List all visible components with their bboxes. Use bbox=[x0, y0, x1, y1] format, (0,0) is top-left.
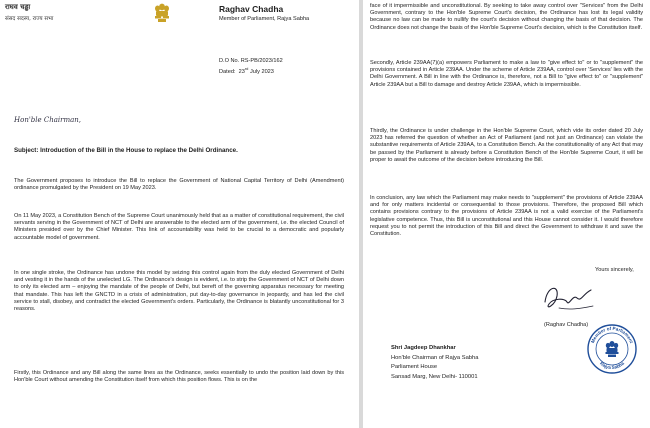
subject-line: Subject: Introduction of the Bill in the House to replace the Delhi Ordinance. bbox=[14, 147, 238, 154]
addressee-name: Shri Jagdeep Dhankhar bbox=[391, 345, 456, 351]
hindi-name: राघव चड्ढा bbox=[5, 3, 31, 11]
signature-icon bbox=[539, 280, 597, 316]
hindi-title: संसद सदस्य, राज्य सभा bbox=[5, 16, 54, 22]
svg-text:Member of Parliament: Member of Parliament bbox=[590, 325, 634, 344]
paragraph-intro: The Government proposes to introduce the Bill to replace the Government of National Capital Territory of Delhi (Amendment) ordinance promulgated by the President on 19 May 2023. bbox=[14, 178, 344, 192]
official-seal-icon bbox=[586, 323, 638, 375]
sender-title: Member of Parliament, Rajya Sabha bbox=[219, 16, 310, 22]
national-emblem-icon bbox=[152, 2, 172, 26]
signatory-name: (Raghav Chadha) bbox=[544, 322, 589, 328]
handwritten-salutation: Hon'ble Chairman, bbox=[14, 116, 82, 124]
paragraph-secondly: Secondly, Article 239AA(7)(a) empowers Parliament to make a law to "give effect to" or to "supplement" the provisions contained in Article 239AA. Under the scheme of Article 239AA, control over 'Services' lies with the Delhi Government. A Bill in line with the Ordinance is, therefore, not a Bill to "give effect to" or "supplement" Article 239AA but a Bill to damage and destroy Article 239AA, which is impermissible. bbox=[370, 60, 643, 88]
addressee-line1: Hon'ble Chairman of Rajya Sabha bbox=[391, 354, 479, 361]
letter-date: Dated: 23rd July 2023 bbox=[219, 66, 274, 75]
paragraph-ordinance-effect: In one single stroke, the Ordinance has undone this model by seizing this control again from the duly elected Government of Delhi and vesting it in the hands of the unelected LG. The Ordinance's design is evident, i.e. to strip the Government of NCT of Delhi down to only its elected arm – enjoying the mandate of the people of Delhi, but bereft of the governing apparatus necessary for meeting that mandate. This has left the GNCTD in a crisis of administration, put day-to-day governance in jeopardy, and has led the civil service to stall, disobey, and contradict the elected Government's orders. Particularly, the Ordinance is blatantly unconstitutional for 3 reasons. bbox=[14, 270, 344, 313]
paragraph-thirdly: Thirdly, the Ordinance is under challenge in the Hon'ble Supreme Court, which vide its order dated 20 July 2023 has referred the question of whether an Act of Parliament (and not just an Ordinance) can violate the substantive requirements of Article 239AA, to a Constitution Bench. As the constitutionality of any Act that may be passed by the Parliament is already before a Constitution Bench of the Hon'ble Supreme Court, it will be proper to await the outcome of the decision before introducing the Bill. bbox=[370, 128, 643, 163]
addressee-line3: Sansad Marg, New Delhi- 110001 bbox=[391, 373, 478, 380]
paragraph-firstly-cont: face of it impermissible and unconstitutional. By seeking to take away control over "Services" from the Delhi Government, contrary to the Hon'ble Supreme Court's decision, the Ordinance has lost its legal validity because no law can be made to nullify the court's decision without changing the basis of that decision. The Ordinance does not change the basis of the Hon'ble Supreme Court's decision, which is the Constitution itself. bbox=[370, 3, 643, 31]
paragraph-firstly: Firstly, this Ordinance and any Bill along the same lines as the Ordinance, seeks essentially to undo the position laid down by this Hon'ble Court without amending the Constitution itself from which this position flows. This is on the bbox=[14, 370, 344, 384]
letter-page-2 bbox=[363, 0, 650, 428]
paragraph-background: On 11 May 2023, a Constitution Bench of the Supreme Court unanimously held that as a matter of constitutional requirement, the civil servants serving in the Government of NCT of Delhi are answerable to the elected arm of the government, i.e. the elected Council of Ministers presided over by the Chief Minister. This link of accountability was held to be crucial to a democratic and popularly accountable model of government. bbox=[14, 213, 344, 241]
addressee-line2: Parliament House bbox=[391, 364, 438, 370]
addressee-block bbox=[391, 344, 478, 382]
do-number: D.O No. RS-PB/2023/162 bbox=[219, 58, 283, 64]
closing: Yours sincerely, bbox=[595, 267, 634, 273]
sender-name: Raghav Chadha bbox=[219, 4, 284, 14]
svg-text:Rajya Sabha: Rajya Sabha bbox=[598, 360, 626, 371]
paragraph-conclusion: In conclusion, any law which the Parliament may make needs to "supplement" the provisions of Article 239AA and for only matters incidental or consequential to those provisions. Therefore, the proposed Bill which contains provisions contrary to the provisions of Article 239AA is not a valid exercise of the Parliament's legislative competence. Thus, this Bill is unconstitutional and this House cannot consider it. I would therefore request you to not permit the introduction of this Bill and direct the Government to withdraw it and save the Constitution. bbox=[370, 195, 643, 238]
